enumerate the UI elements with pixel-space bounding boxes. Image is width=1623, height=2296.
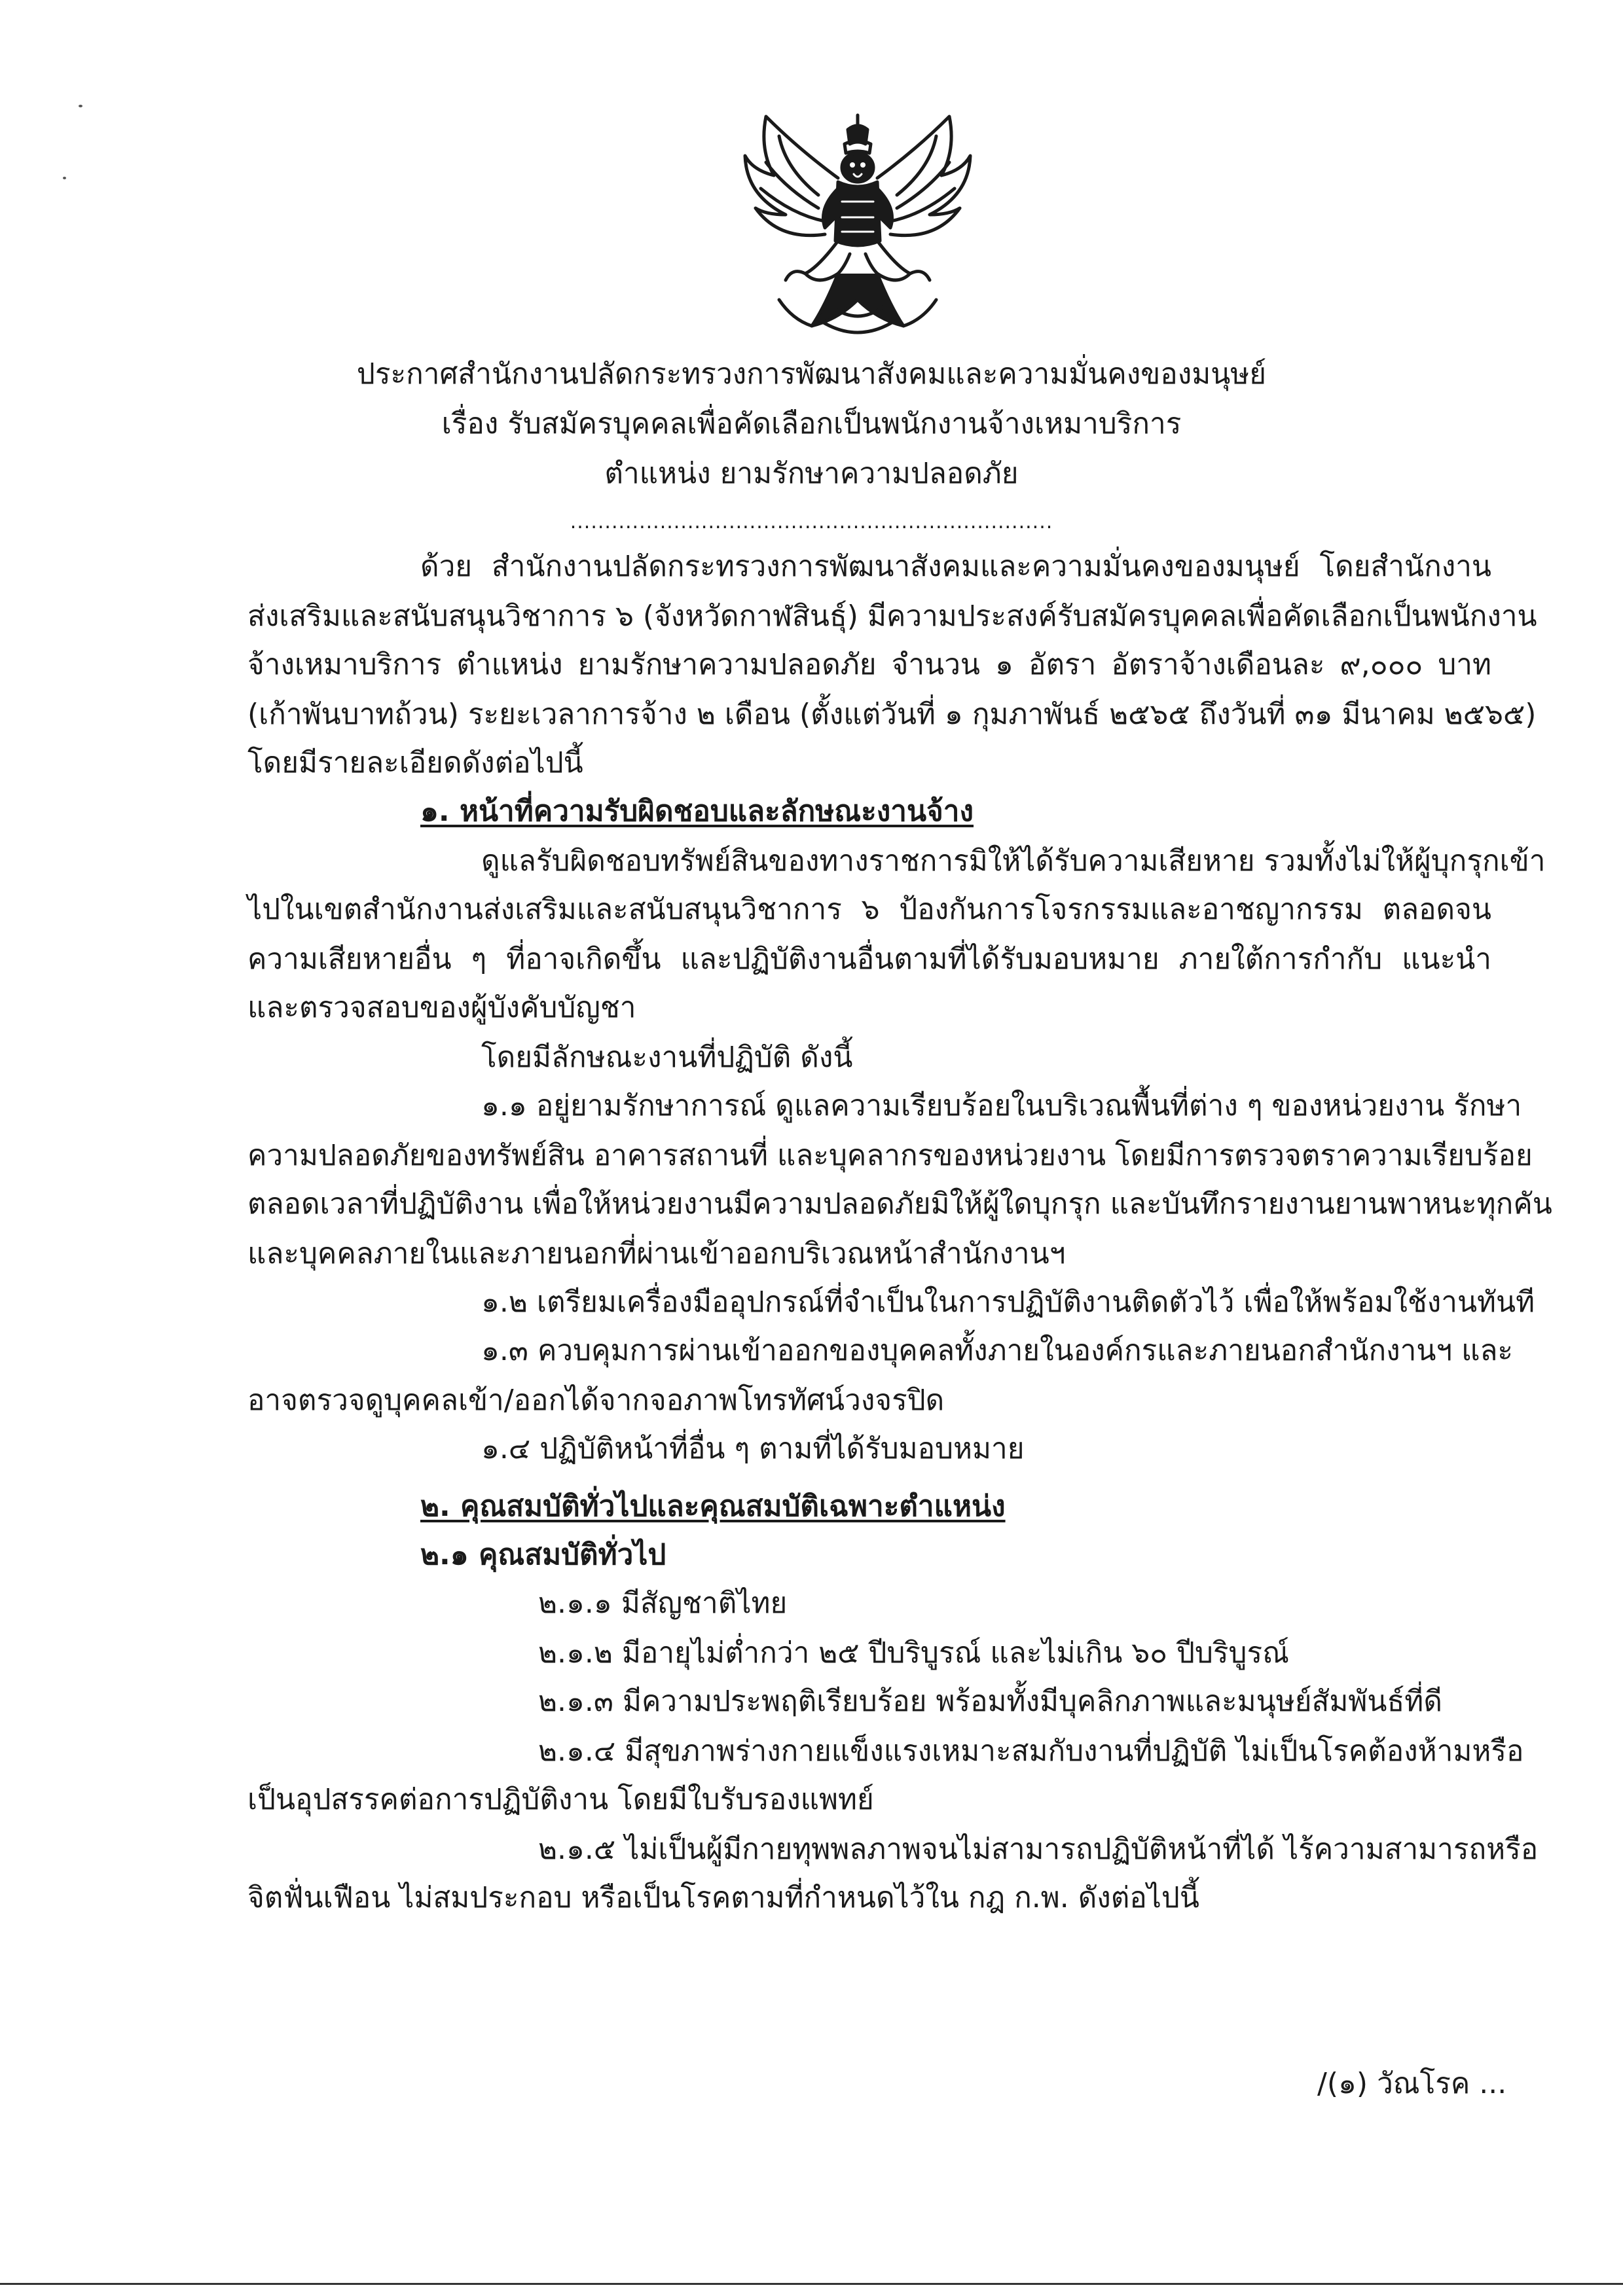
section2-heading [420,1487,1006,1526]
item-1-1: ๑.๑ อยู่ยามรักษาการณ์ ดูแลความเรียบร้อยในบริเวณพื้นที่ต่าง ๆ ของหน่วยงาน รักษา [481,1089,1522,1122]
scan-speck [63,177,66,179]
section1-paragraph-line: ไปในเขตสำนักงานส่งเสริมและสนับสนุนวิชาการ ๖ ป้องกันการโจรกรรมและอาชญากรรม ตลอดจน [247,893,1491,926]
page-continuation-note: /(๑) วัณโรค ... [1317,2067,1507,2100]
qualification-2-1-3: ๒.๑.๓ มีความประพฤติเรียบร้อย พร้อมทั้งมีบุคลิกภาพและมนุษย์สัมพันธ์ที่ดี [538,1685,1442,1718]
item-1-1-line: ตลอดเวลาที่ปฏิบัติงาน เพื่อให้หน่วยงานมีความปลอดภัยมิให้ผู้ใดบุกรุก และบันทึกรายงานยานพาหนะทุกคัน [247,1187,1552,1221]
qualification-2-1-5: ๒.๑.๕ ไม่เป็นผู้มีกายทุพพลภาพจนไม่สามารถปฏิบัติหน้าที่ได้ ไร้ความสามารถหรือ [538,1833,1539,1866]
intro-line: ส่งเสริมและสนับสนุนวิชาการ ๖ (จังหวัดกาฬสินธุ์) มีความประสงค์รับสมัครบุคคลเพื่อคัดเลือกเป็นพนักงาน [247,600,1537,633]
intro-line: โดยมีรายละเอียดดังต่อไปนี้ [247,746,583,780]
section1-heading-text: ๑. หน้าที่ความรับผิดชอบและลักษณะงานจ้าง [420,795,974,828]
announcement-title: ประกาศสำนักงานปลัดกระทรวงการพัฒนาสังคมและความมั่นคงของมนุษย์ [356,357,1267,391]
section2-subheading: ๒.๑ คุณสมบัติทั่วไป [420,1538,666,1571]
qualification-2-1-4-line: เป็นอุปสรรคต่อการปฏิบัติงาน โดยมีใบรับรองแพทย์ [247,1783,874,1816]
item-1-1-line: ความปลอดภัยของทรัพย์สิน อาคารสถานที่ และบุคลากรของหน่วยงาน โดยมีการตรวจตราความเรียบร้อย [247,1139,1533,1172]
item-1-4: ๑.๔ ปฏิบัติหน้าที่อื่น ๆ ตามที่ได้รับมอบหมาย [481,1432,1025,1465]
announcement-position: ตำแหน่ง ยามรักษาความปลอดภัย [604,457,1019,490]
qualification-2-1-5-line: จิตฟั่นเฟือน ไม่สมประกอบ หรือเป็นโรคตามที่กำหนดไว้ใน กฎ ก.พ. ดังต่อไปนี้ [247,1881,1199,1914]
title-separator: ...................................................................... [570,511,1053,533]
section1-paragraph-line: ดูแลรับผิดชอบทรัพย์สินของทางราชการมิให้ได้รับความเสียหาย รวมทั้งไม่ให้ผู้บุกรุกเข้า [481,844,1546,878]
intro-line: จ้างเหมาบริการ ตำแหน่ง ยามรักษาความปลอดภัย จำนวน ๑ อัตรา อัตราจ้างเดือนละ ๙,๐๐๐ บาท [247,648,1491,681]
section1-heading [420,792,974,831]
scan-bottom-edge [0,2283,1623,2285]
section2-heading-text: ๒. คุณสมบัติทั่วไปและคุณสมบัติเฉพาะตำแหน่ง [420,1490,1006,1523]
garuda-emblem-icon [740,110,976,347]
qualification-2-1-1: ๒.๑.๑ มีสัญชาติไทย [538,1587,788,1620]
section1-paragraph-line: ความเสียหายอื่น ๆ ที่อาจเกิดขึ้น และปฏิบัติงานอื่นตามที่ได้รับมอบหมาย ภายใต้การกำกับ แนะนำ [247,942,1491,976]
item-1-3-line: อาจตรวจดูบุคคลเข้า/ออกได้จากจอภาพโทรทัศน์วงจรปิด [247,1384,945,1417]
scan-speck [79,105,82,107]
qualification-2-1-2: ๒.๑.๒ มีอายุไม่ต่ำกว่า ๒๕ ปีบริบูรณ์ และไม่เกิน ๖๐ ปีบริบูรณ์ [538,1636,1289,1670]
item-1-1-line: และบุคคลภายในและภายนอกที่ผ่านเข้าออกบริเวณหน้าสำนักงานฯ [247,1237,1066,1270]
intro-line: ด้วย สำนักงานปลัดกระทรวงการพัฒนาสังคมและความมั่นคงของมนุษย์ โดยสำนักงาน [420,550,1491,583]
item-1-3: ๑.๓ ควบคุมการผ่านเข้าออกของบุคคลทั้งภายในองค์กรและภายนอกสำนักงานฯ และ [481,1334,1514,1367]
announcement-subject: เรื่อง รับสมัครบุคคลเพื่อคัดเลือกเป็นพนักงานจ้างเหมาบริการ [441,407,1182,440]
section1-subheading: โดยมีลักษณะงานที่ปฏิบัติ ดังนี้ [481,1041,853,1074]
intro-line: (เก้าพันบาทถ้วน) ระยะเวลาการจ้าง ๒ เดือน (ตั้งแต่วันที่ ๑ กุมภาพันธ์ ๒๕๖๕ ถึงวันที่ ๓๑ มีนาคม ๒๕๖๕) [247,698,1537,731]
section1-paragraph-line: และตรวจสอบของผู้บังคับบัญชา [247,991,636,1024]
qualification-2-1-4: ๒.๑.๔ มีสุขภาพร่างกายแข็งแรงเหมาะสมกับงานที่ปฏิบัติ ไม่เป็นโรคต้องห้ามหรือ [538,1734,1524,1768]
item-1-2: ๑.๒ เตรียมเครื่องมืออุปกรณ์ที่จำเป็นในการปฏิบัติงานติดตัวไว้ เพื่อให้พร้อมใช้งานทันที [481,1285,1535,1319]
